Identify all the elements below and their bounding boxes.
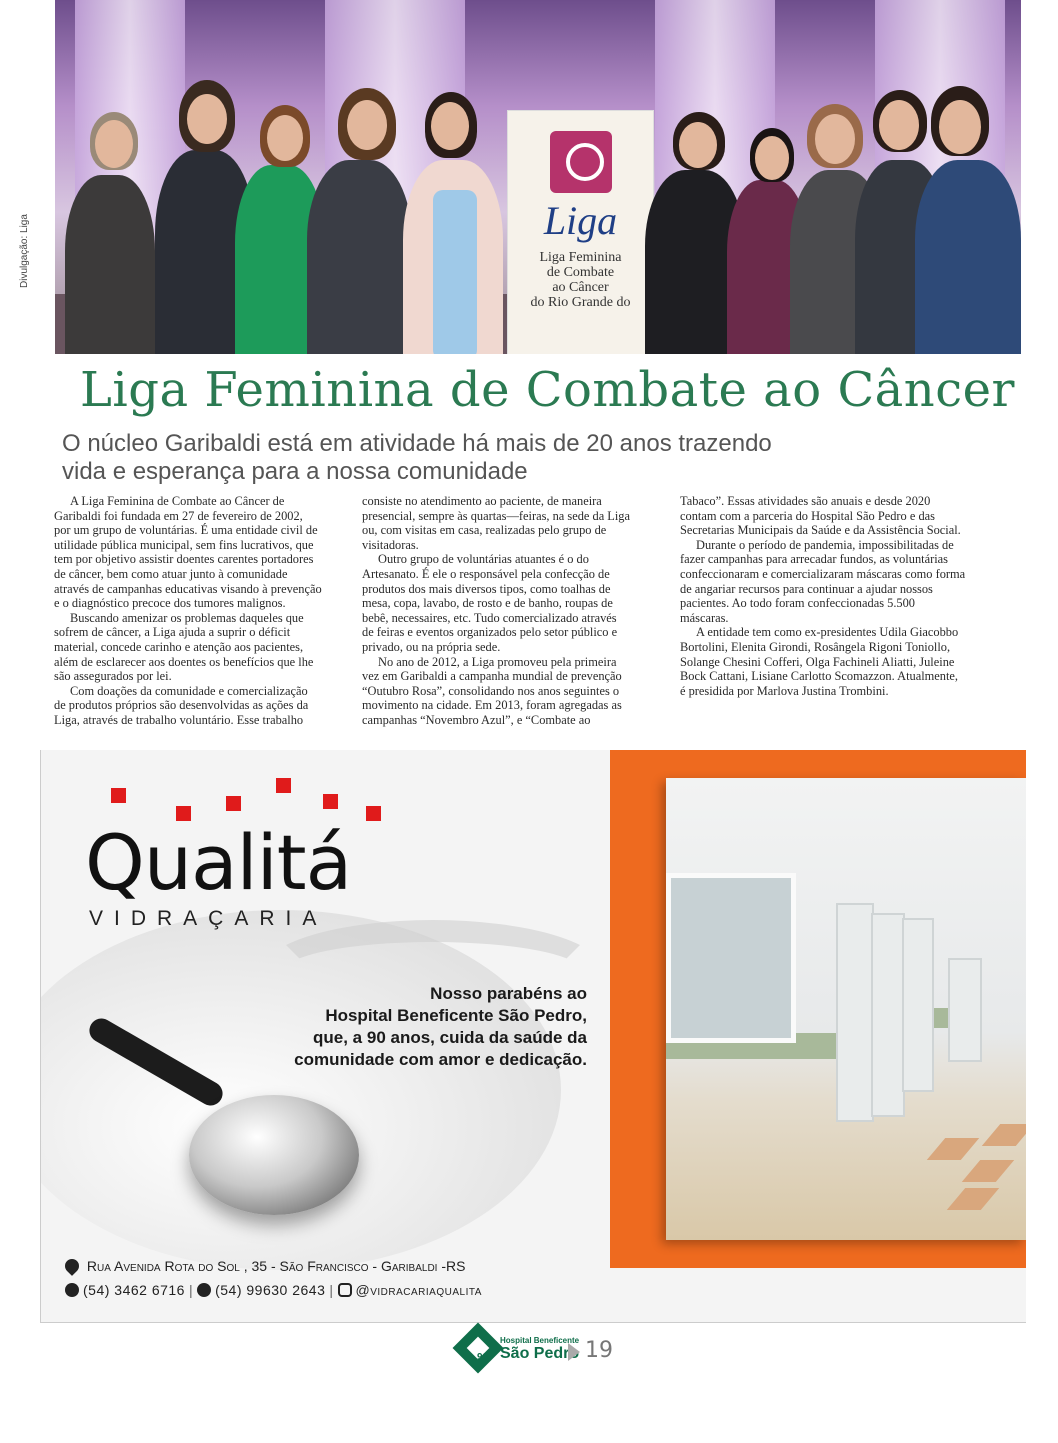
face	[267, 115, 303, 161]
instagram-handle: @vidracariaqualita	[355, 1282, 482, 1298]
paragraph: Durante o período de pandemia, impossibilitadas de fazer campanhas para arrecadar fundos, as voluntárias confeccionaram e comercializaram máscaras como forma de angariar recursos para continuar a ajudar nossos pacientes. Ao todo foram confeccionadas 5.500 máscaras.	[680, 537, 966, 625]
door	[836, 903, 874, 1122]
rose-logo-icon	[550, 131, 612, 193]
message-line: que, a 90 anos, cuida da saúde da	[313, 1028, 587, 1047]
whatsapp-number: (54) 99630 2643	[215, 1282, 326, 1298]
face	[431, 102, 469, 150]
face	[939, 100, 981, 154]
paragraph: Outro grupo de voluntárias atuantes é o do Artesanato. É ele o responsável pela confecção de produtos dos mais diversos tipos, como toalhas de mesa, copa, lavabo, de rosto e de banho, roupas de bebê, necessaires, etc. Tudo comercializado através de feiras e eventos organizados pelo setor público e privado, ou na própria sede.	[362, 552, 618, 654]
banner-line: de Combate	[546, 265, 615, 280]
door	[902, 918, 934, 1092]
red-square	[323, 794, 338, 809]
brand-name: Qualitá	[85, 818, 352, 907]
whatsapp-icon	[197, 1283, 211, 1297]
door	[871, 913, 905, 1117]
face	[95, 120, 133, 168]
article-title: Liga Feminina de Combate ao Câncer	[80, 362, 1015, 418]
event-photo	[55, 0, 1021, 354]
paragraph: Tabaco”. Essas atividades são anuais e desde 2020 contam com a parceria do Hospital São Pedro e das Secretarias Municipais da Saúde e da Assistência Social.	[680, 494, 961, 538]
person	[65, 175, 155, 354]
message-line: Hospital Beneficente São Pedro,	[325, 1006, 587, 1025]
location-pin-icon	[62, 1256, 82, 1276]
paragraph: No ano de 2012, a Liga promoveu pela primeira vez em Garibaldi a campanha mundial de prevenção “Outubro Rosa”, consolidando nos anos seguintes o movimento na cidade. Em 2013, foram agregadas as campanhas “Novembro Azul”, e “Combate ao	[362, 654, 622, 727]
banner-line: Liga Feminina	[539, 250, 622, 265]
person	[307, 160, 412, 354]
person	[915, 160, 1021, 354]
divider: |	[329, 1282, 334, 1298]
arrow-icon	[568, 1343, 580, 1361]
stethoscope-chestpiece-icon	[189, 1095, 359, 1215]
address-text: Rua Avenida Rota do Sol , 35 - São Francisco - Garibaldi -RS	[86, 1258, 466, 1274]
red-square	[226, 796, 241, 811]
liga-banner	[507, 110, 654, 354]
column-3	[680, 494, 966, 698]
photo-credit: Divulgação: Liga	[19, 214, 30, 288]
column-1	[54, 494, 322, 728]
red-square	[276, 778, 291, 793]
floor-tile	[927, 1138, 979, 1160]
footer-logo-badge: 90	[477, 1352, 489, 1363]
floor-tile	[947, 1188, 999, 1210]
hospital-corridor-photo	[666, 778, 1026, 1240]
paragraph: A entidade tem como ex-presidentes Udila Giacobbo Bortolini, Elenita Girondi, Rosângela Rigoni Toniollo, Solange Chesini Cofferi, Olga Fachineli Aliatti, Juleine Bock Cattani, Lisiane Carlotto Scomazzon. Atualmente, é presidida por Marlova Justina Trombini.	[680, 625, 959, 698]
address-line	[65, 1258, 465, 1274]
paragraph: Buscando amenizar os problemas daqueles que sofrem de câncer, a Liga ajuda a suprir o déficit material, concede carinho e atenção aos pacientes, além de esclarecer aos doentes os benefícios que lhe são assegurados por lei.	[54, 610, 314, 684]
dress	[433, 190, 477, 354]
floor-tile	[962, 1160, 1014, 1182]
hospital-logo-icon	[453, 1323, 504, 1374]
congratulation-message	[241, 983, 587, 1071]
banner-line: ao Câncer	[552, 280, 609, 295]
face	[187, 94, 227, 144]
footer-logo-small: Hospital Beneficente	[500, 1336, 580, 1345]
face	[679, 122, 717, 168]
column-2	[362, 494, 630, 728]
red-square	[111, 788, 126, 803]
page-number: 19	[585, 1338, 613, 1363]
instagram-icon	[338, 1283, 352, 1297]
window	[666, 873, 796, 1043]
paragraph: Com doações da comunidade e comercialização de produtos próprios são desenvolvidas as ações da Liga, através de trabalho voluntário. Esse trabalho	[54, 683, 309, 727]
banner-text	[508, 250, 653, 310]
qualita-advertisement	[40, 750, 1026, 1323]
banner-line: do Rio Grande do	[530, 295, 631, 310]
article-subtitle: O núcleo Garibaldi está em atividade há mais de 20 anos trazendo vida e esperança para a nossa comunidade	[62, 430, 772, 485]
brand-subtitle: VIDRAÇARIA	[89, 907, 328, 930]
divider: |	[188, 1282, 194, 1298]
message-line: comunidade com amor e dedicação.	[294, 1050, 587, 1069]
footer-logo-name: São Pedro	[500, 1345, 580, 1362]
phone-icon	[65, 1283, 79, 1297]
phone-number: (54) 3462 6716	[83, 1282, 185, 1298]
red-square	[366, 806, 381, 821]
contact-line	[65, 1282, 482, 1298]
paragraph: consiste no atendimento ao paciente, de maneira presencial, sempre às quartas—feiras, na sede da Liga ou, com visitas em casa, realizadas pelo grupo de visitadoras.	[362, 494, 631, 552]
face	[347, 100, 387, 150]
floor-tile	[982, 1124, 1026, 1146]
banner-logo-word: Liga	[543, 198, 618, 243]
message-line: Nosso parabéns ao	[430, 984, 587, 1003]
face	[815, 114, 855, 164]
paragraph: A Liga Feminina de Combate ao Câncer de Garibaldi foi fundada em 27 de fevereiro de 2002, por um grupo de voluntárias. É uma entidade civil de utilidade pública municipal, sem fins lucrativos, que tem por objetivo assistir doentes carentes portadores de câncer, bem como atuar junto à comunidade através de campanhas educativas visando à prevenção e o diagnóstico precoce dos tumores malignos.	[54, 494, 322, 611]
door	[948, 958, 982, 1062]
face	[879, 100, 919, 150]
face	[755, 136, 789, 180]
